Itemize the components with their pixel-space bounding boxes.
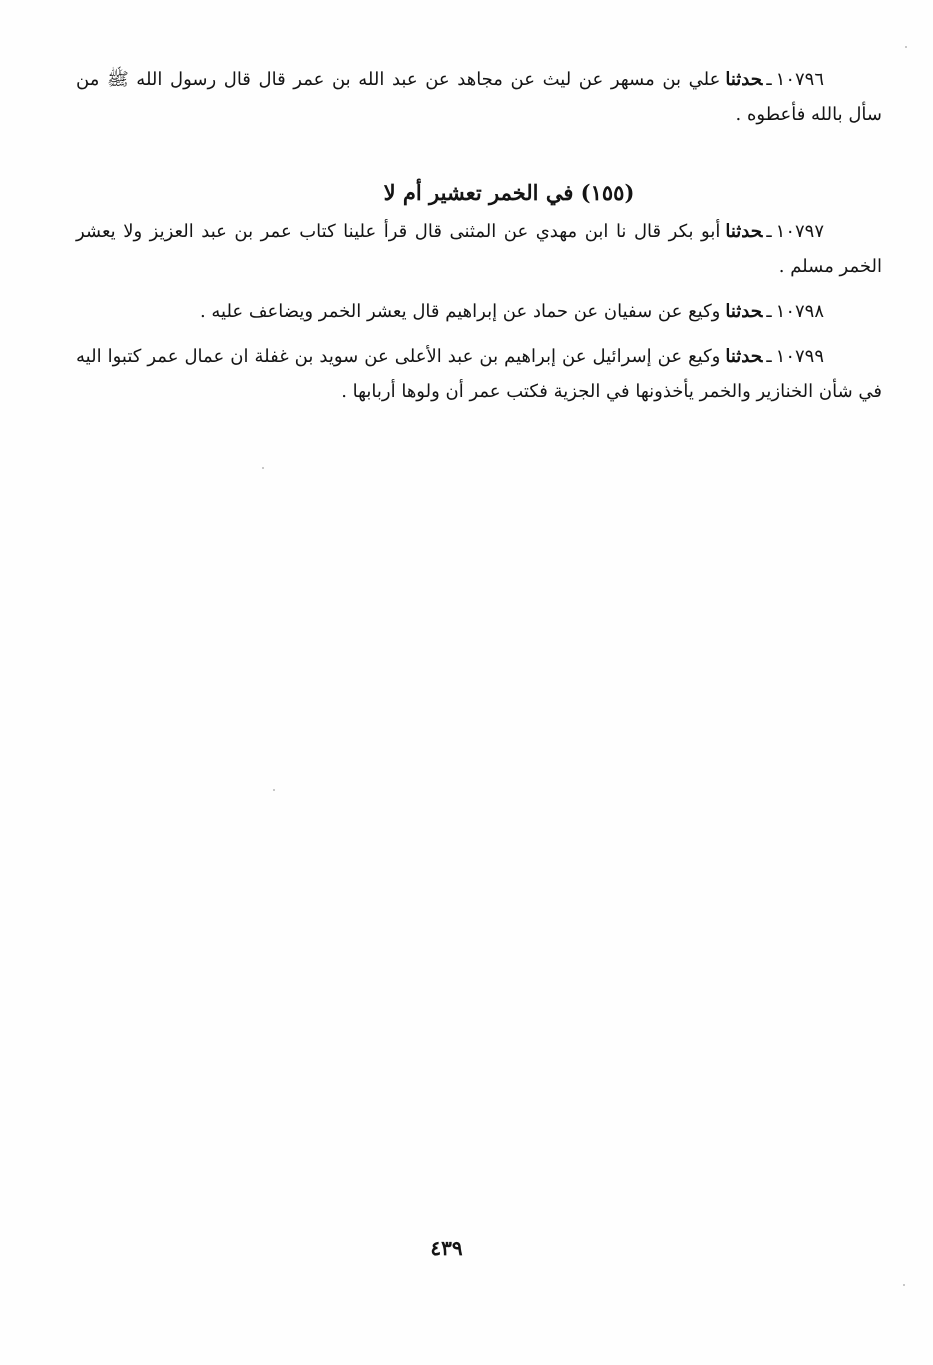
hadith-text: أبو بكر قال نا ابن مهدي عن المثنى قال قرأ علينا كتاب عمر بن عبد العزيز ولا يعشر الخمر مسلم . [76,221,882,277]
hadith-separator: ـ [766,69,772,90]
hadith-separator: ـ [766,221,772,242]
scan-speck [903,1284,905,1286]
hadith-number: ١٠٧٩٩ [775,346,824,367]
chapter-heading: (١٥٥) في الخمر تعشير أم لا [383,180,635,205]
scan-speck [262,467,264,469]
hadith-lead-word: حدثنا [725,346,763,367]
page-body [76,62,882,419]
hadith-text: وكيع عن إسرائيل عن إبراهيم بن عبد الأعلى عن سويد بن غفلة ان عمال عمر كتبوا اليه في شأن الخنازير والخمر يأخذونها في الجزية فكتب عمر أن ولوها أربابها . [76,346,882,402]
hadith-entry-10796 [76,62,882,132]
scan-speck [273,789,275,791]
hadith-lead-word: حدثنا [725,301,763,322]
hadith-entry-10797 [76,214,882,284]
hadith-number: ١٠٧٩٨ [775,301,824,322]
hadith-entry-10798 [76,294,882,329]
hadith-lead-word: حدثنا [725,221,763,242]
hadith-separator: ـ [766,301,772,322]
hadith-text: علي بن مسهر عن ليث عن مجاهد عن عبد الله بن عمر قال قال رسول الله ﷺ من سأل بالله فأعطوه . [76,69,882,125]
hadith-lead-word: حدثنا [725,69,763,90]
hadith-number: ١٠٧٩٦ [775,69,824,90]
scan-speck [905,46,907,48]
hadith-text: وكيع عن سفيان عن حماد عن إبراهيم قال يعشر الخمر ويضاعف عليه . [199,301,721,322]
hadith-entry-10799 [76,339,882,409]
hadith-separator: ـ [766,346,772,367]
hadith-number: ١٠٧٩٧ [775,221,824,242]
page-number: ٤٣٩ [430,1236,463,1260]
